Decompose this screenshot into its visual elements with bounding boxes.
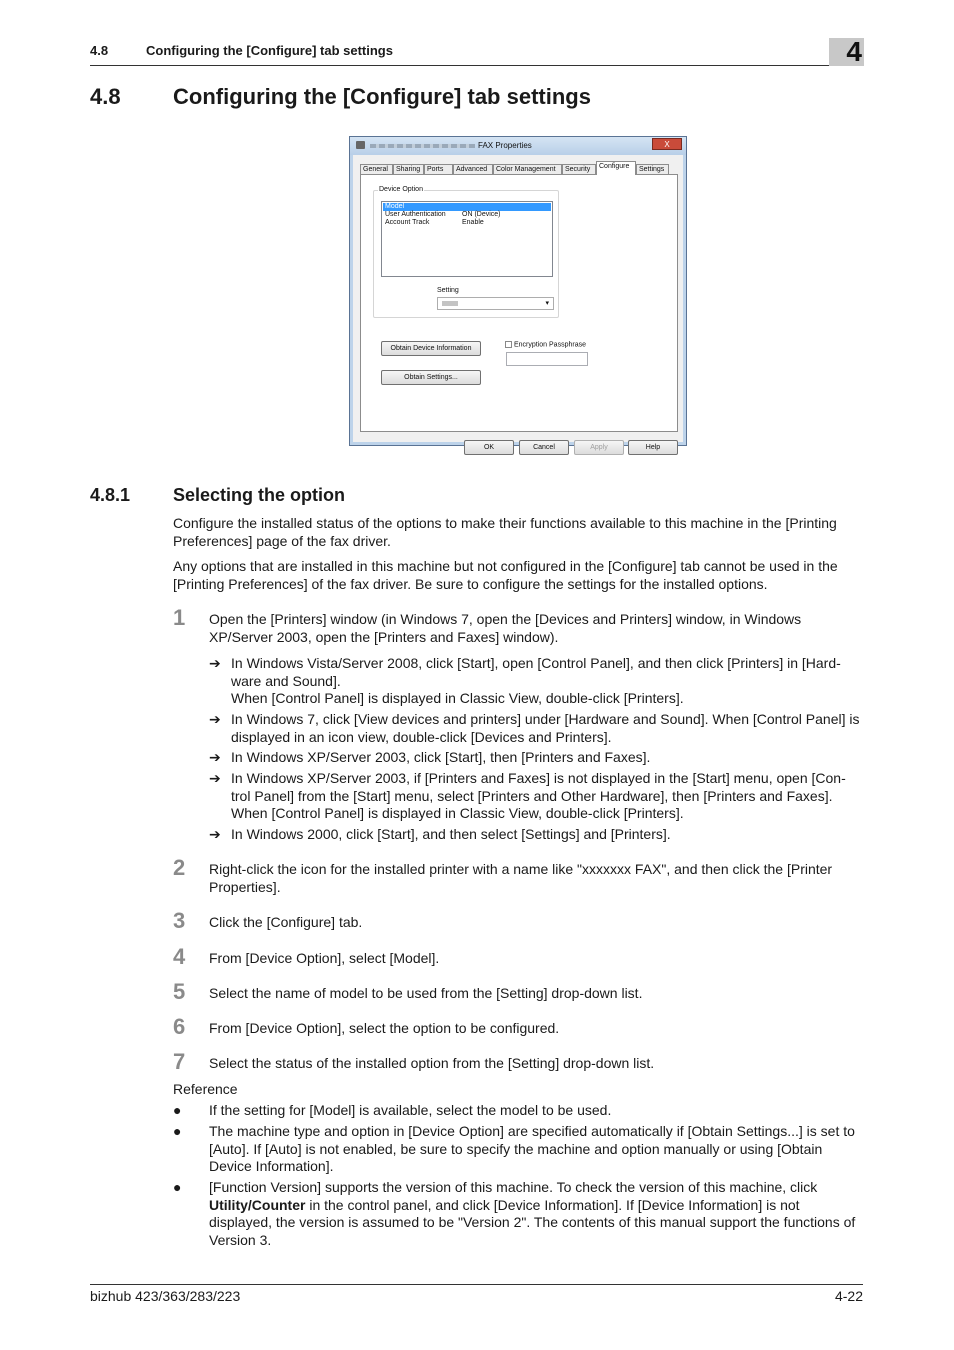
substep-text: In Windows 7, click [View devices and printers] under [Hardware and Sound]. When [Control Panel] is displayed in an icon view, double-click [Devices and Printers].	[231, 711, 860, 745]
option-name: Model	[385, 203, 405, 210]
section-number: 4.8	[90, 84, 121, 109]
chapter-badge	[829, 38, 864, 66]
subsection-number: 4.8.1	[90, 485, 131, 505]
fax-properties-dialog	[349, 136, 687, 451]
tab-color-management[interactable]: Color Management	[493, 164, 562, 175]
setting-dropdown[interactable]	[437, 297, 554, 310]
help-button[interactable]: Help	[628, 440, 678, 455]
page-footer	[90, 1284, 863, 1304]
bullet-icon: ●	[173, 1179, 182, 1195]
substep-text: In Windows Vista/Server 2008, click [Start], open [Control Panel], and then click [Printers] in [Hard- ware and Sound]. When [Control Panel] is displayed in Classic View, double-click [Printers].	[231, 655, 841, 706]
step-text: Right-click the icon for the installed printer with a name like "xxxxxxx FAX", and then click the [Printer Properties].	[209, 861, 833, 895]
blurred-printer-name	[370, 144, 475, 148]
arrow-icon: ➔	[209, 826, 221, 842]
device-option-group	[373, 186, 559, 318]
reference-label: Reference	[173, 1081, 238, 1097]
tab-sharing[interactable]: Sharing	[393, 164, 424, 175]
tab-advanced[interactable]: Advanced	[453, 164, 493, 175]
reference-text-before: [Function Version] supports the version of this machine. To check the version of this machine, click	[209, 1179, 818, 1195]
footer-page-number: 4-22	[834, 1288, 863, 1304]
arrow-icon: ➔	[209, 655, 221, 671]
option-value: Enable	[462, 219, 484, 226]
step-text: Open the [Printers] window (in Windows 7, open the [Devices and Printers] window, in Windows XP/Server 2003, open the [Printers and Faxes] window).	[209, 611, 802, 645]
dialog-titlebar	[350, 137, 686, 155]
option-name: User Authentication	[385, 211, 446, 218]
step-number: 1	[173, 605, 186, 630]
arrow-icon: ➔	[209, 711, 221, 727]
tab-configure[interactable]: Configure	[596, 161, 636, 175]
encryption-passphrase-input[interactable]	[506, 352, 588, 366]
list-item[interactable]	[383, 219, 551, 227]
reference-text: If the setting for [Model] is available, select the model to be used.	[209, 1102, 612, 1118]
substep-text: In Windows XP/Server 2003, click [Start], then [Printers and Faxes].	[231, 749, 651, 765]
list-item[interactable]	[383, 211, 551, 219]
subsection-title: Selecting the option	[173, 485, 346, 505]
blurred-setting-value	[442, 301, 458, 306]
intro-paragraph: Configure the installed status of the options to make their functions available to this machine in the [Printing Preferences] page of the fax driver.	[173, 515, 837, 549]
section-heading	[90, 84, 591, 110]
device-option-list[interactable]	[381, 201, 553, 277]
checkbox-box[interactable]	[505, 341, 512, 348]
obtain-device-information-button[interactable]: Obtain Device Information	[381, 341, 481, 356]
substep-text: In Windows 2000, click [Start], and then select [Settings] and [Printers].	[231, 826, 671, 842]
reference-text: The machine type and option in [Device Option] are specified automatically if [Obtain Settings...] is set to [Auto]. If [Auto] is not enabled, be sure to specify the machine and option manually or using [Obtain Device Information].	[209, 1123, 855, 1174]
step-text: Select the name of model to be used from the [Setting] drop-down list.	[209, 985, 643, 1001]
configure-panel	[360, 174, 678, 432]
setting-label: Setting	[437, 287, 459, 294]
tab-security[interactable]: Security	[562, 164, 596, 175]
cancel-button[interactable]: Cancel	[519, 440, 569, 455]
step-number: 5	[173, 979, 186, 1004]
subsection-heading	[90, 485, 345, 506]
step-number: 7	[173, 1049, 186, 1074]
intro-paragraph: Any options that are installed in this machine but not configured in the [Configure] tab cannot be used in the [Printing Preferences] of the fax driver. Be sure to configure the settings for the installed options.	[173, 558, 838, 592]
arrow-icon: ➔	[209, 749, 221, 765]
section-title: Configuring the [Configure] tab settings	[173, 84, 591, 109]
utility-counter-key: Utility/Counter	[209, 1196, 306, 1213]
tab-settings[interactable]: Settings	[636, 164, 669, 175]
chevron-down-icon: ▾	[545, 300, 549, 307]
arrow-icon: ➔	[209, 770, 221, 786]
dialog-body	[353, 155, 683, 451]
apply-button[interactable]: Apply	[574, 440, 624, 455]
list-item[interactable]	[383, 203, 551, 211]
step-text: From [Device Option], select [Model].	[209, 950, 440, 966]
substep-text: In Windows XP/Server 2003, if [Printers and Faxes] is not displayed in the [Start] menu, open [Con- trol Panel] from the [Start] menu, select [Printers and Other Hardware], then [Printers and Faxes]. When [Control Panel] is displayed in Classic View, double-click [Printers].	[231, 770, 846, 821]
encryption-passphrase-label: Encryption Passphrase	[514, 341, 586, 349]
bullet-icon: ●	[173, 1102, 182, 1118]
step-number: 2	[173, 855, 186, 880]
close-button[interactable]: X	[652, 138, 682, 150]
chapter-number: 4	[846, 36, 862, 67]
footer-model: bizhub 423/363/283/223	[90, 1288, 241, 1304]
step-text: Click the [Configure] tab.	[209, 914, 363, 930]
step-text: Select the status of the installed option from the [Setting] drop-down list.	[209, 1055, 655, 1071]
tab-ports[interactable]: Ports	[424, 164, 453, 175]
step-number: 3	[173, 908, 186, 933]
step-number: 4	[173, 944, 186, 969]
printer-icon	[356, 141, 365, 149]
obtain-settings-button[interactable]: Obtain Settings...	[381, 370, 481, 385]
step-number: 6	[173, 1014, 186, 1039]
header-section-number: 4.8	[90, 43, 109, 58]
header-section-title: Configuring the [Configure] tab settings	[146, 43, 393, 58]
bullet-icon: ●	[173, 1123, 182, 1139]
option-name: Account Track	[385, 219, 430, 226]
device-option-label: Device Option	[379, 186, 423, 193]
ok-button[interactable]: OK	[464, 440, 514, 455]
reference-text	[209, 1179, 863, 1249]
encryption-passphrase-checkbox[interactable]	[505, 341, 586, 348]
tab-general[interactable]: General	[360, 164, 393, 175]
reference-text-after: in the control panel, and click [Device Information]. If [Device Information] is not displayed, the version is assumed to be "Version 2". The contents of this manual support the functions of Version 3.	[209, 1196, 856, 1248]
step-text: From [Device Option], select the option to be configured.	[209, 1020, 560, 1036]
dialog-title: FAX Properties	[478, 141, 532, 150]
running-header	[90, 42, 863, 66]
option-value: ON (Device)	[462, 211, 501, 218]
